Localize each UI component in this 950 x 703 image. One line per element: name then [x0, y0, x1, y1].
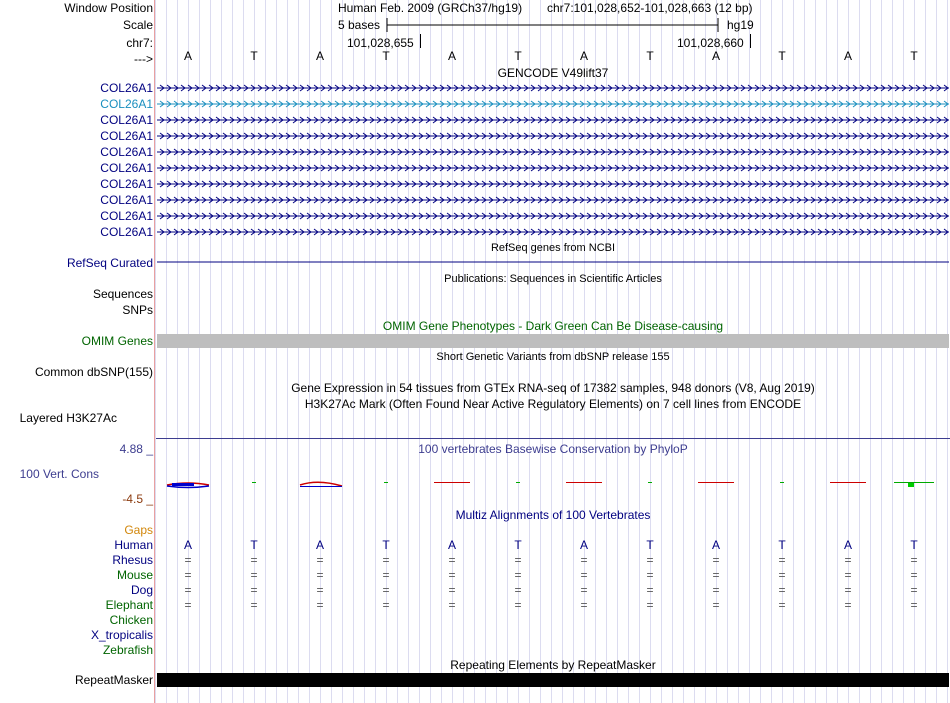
gencode-gene-label[interactable]: COL26A1 — [100, 113, 153, 127]
alignment-match-mark: = — [712, 583, 720, 597]
gene-transcript — [157, 165, 949, 171]
gencode-gene-label[interactable]: COL26A1 — [100, 193, 153, 207]
phylop-max-label: 4.88 _ — [119, 442, 153, 456]
human-base-letter: A — [315, 538, 324, 552]
alignment-match-mark: = — [184, 598, 192, 612]
species-label[interactable]: Dog — [130, 583, 153, 597]
coord-left: 101,028,655 — [347, 36, 414, 50]
alignment-match-mark: = — [250, 583, 258, 597]
alignment-match-mark: = — [844, 583, 852, 597]
species-label[interactable]: Chicken — [109, 613, 153, 627]
repeatmasker-element[interactable] — [157, 673, 949, 687]
alignment-match-mark: = — [448, 598, 456, 612]
alignment-match-mark: = — [250, 598, 258, 612]
gencode-gene-label[interactable]: COL26A1 — [100, 161, 153, 175]
alignment-match-mark: = — [646, 583, 654, 597]
phylop-mark — [516, 482, 520, 483]
chrom-label: chr7: — [126, 36, 153, 50]
alignment-match-mark: = — [778, 583, 786, 597]
base-letter: A — [315, 49, 324, 63]
publications-track-title[interactable]: Publications: Sequences in Scientific Articles — [444, 273, 662, 285]
gene-transcript — [157, 117, 949, 123]
sequences-track-label[interactable]: Sequences — [92, 287, 153, 301]
omim-gene-bar[interactable] — [157, 334, 949, 348]
h3k27ac-baseline — [156, 438, 950, 439]
phylop-mark — [648, 482, 652, 483]
base-letter: A — [843, 49, 852, 63]
alignment-match-mark: = — [184, 568, 192, 582]
phylop-mark — [698, 482, 734, 483]
species-label[interactable]: Human — [114, 538, 153, 552]
phylop-mark — [434, 482, 470, 483]
alignment-match-mark: = — [646, 568, 654, 582]
base-letter: A — [579, 49, 588, 63]
phylop-mark — [167, 486, 209, 488]
gene-transcript — [157, 197, 949, 203]
base-letter: T — [646, 49, 654, 63]
base-letter: A — [183, 49, 192, 63]
species-label[interactable]: Mouse — [116, 568, 153, 582]
alignment-match-mark: = — [910, 553, 918, 567]
human-base-letter: A — [447, 538, 456, 552]
gene-transcript — [157, 133, 949, 139]
multiz-track-title[interactable]: Multiz Alignments of 100 Vertebrates — [455, 508, 651, 522]
snps-label[interactable]: SNPs — [122, 303, 153, 317]
gtex-track-title[interactable]: Gene Expression in 54 tissues from GTEx RNA-seq of 17382 samples, 948 donors (V8, Aug 2019) — [291, 381, 815, 395]
alignment-match-mark: = — [580, 568, 588, 582]
alignment-match-mark: = — [778, 598, 786, 612]
gene-transcript — [157, 85, 949, 91]
species-label[interactable]: Zebrafish — [102, 643, 153, 657]
alignment-match-mark: = — [250, 553, 258, 567]
alignment-match-mark: = — [316, 553, 324, 567]
gencode-track-title[interactable]: GENCODE V49lift37 — [497, 66, 609, 80]
alignment-match-mark: = — [184, 553, 192, 567]
alignment-match-mark: = — [514, 598, 522, 612]
assembly-text: Human Feb. 2009 (GRCh37/hg19) — [338, 1, 523, 15]
base-letter: A — [447, 49, 456, 63]
base-letter: T — [250, 49, 258, 63]
window-position-label: Window Position — [64, 1, 153, 15]
repeatmasker-track-title[interactable]: Repeating Elements by RepeatMasker — [450, 658, 656, 672]
coord-right: 101,028,660 — [677, 36, 744, 50]
omim-track-title[interactable]: OMIM Gene Phenotypes - Dark Green Can Be Disease-causing — [382, 319, 724, 333]
conservation-track-label[interactable]: 100 Vert. Cons — [19, 467, 99, 481]
alignment-match-mark: = — [712, 598, 720, 612]
alignment-match-mark: = — [778, 568, 786, 582]
gencode-gene-label[interactable]: COL26A1 — [100, 81, 153, 95]
phylop-track-title[interactable]: 100 vertebrates Basewise Conservation by PhyloP — [418, 442, 688, 456]
base-letter: T — [778, 49, 786, 63]
gene-transcript — [157, 149, 949, 155]
alignment-match-mark: = — [910, 583, 918, 597]
gencode-gene-label[interactable]: COL26A1 — [100, 97, 153, 111]
alignment-match-mark: = — [382, 568, 390, 582]
layered-h3k27ac-track-label[interactable]: Layered H3K27Ac — [19, 411, 117, 425]
alignment-match-mark: = — [712, 553, 720, 567]
phylop-mark — [300, 486, 342, 487]
alignment-match-mark: = — [514, 568, 522, 582]
alignment-match-mark: = — [316, 583, 324, 597]
alignment-match-mark: = — [382, 598, 390, 612]
alignment-match-mark: = — [910, 598, 918, 612]
alignment-match-mark: = — [712, 568, 720, 582]
alignment-match-mark: = — [844, 568, 852, 582]
gencode-gene-label[interactable]: COL26A1 — [100, 129, 153, 143]
h3k27ac-track-title[interactable]: H3K27Ac Mark (Often Found Near Active Regulatory Elements) on 7 cell lines from ENCODE — [304, 397, 802, 411]
phylop-mark — [566, 482, 602, 483]
gene-transcript — [157, 213, 949, 219]
refseq-track-title[interactable]: RefSeq genes from NCBI — [490, 242, 616, 254]
species-label[interactable]: Rhesus — [112, 553, 153, 567]
gencode-gene-label[interactable]: COL26A1 — [100, 177, 153, 191]
alignment-match-mark: = — [844, 553, 852, 567]
alignment-match-mark: = — [316, 598, 324, 612]
phylop-mark — [908, 483, 914, 487]
gene-transcript — [157, 181, 949, 187]
human-base-letter: T — [514, 538, 522, 552]
human-base-letter: A — [711, 538, 720, 552]
species-label[interactable]: X_tropicalis — [90, 628, 153, 642]
alignment-match-mark: = — [448, 553, 456, 567]
alignment-match-mark: = — [448, 583, 456, 597]
gencode-gene-label[interactable]: COL26A1 — [100, 145, 153, 159]
alignment-match-mark: = — [184, 583, 192, 597]
scale-bar-text: 5 bases — [338, 18, 381, 32]
human-base-letter: T — [910, 538, 918, 552]
repeatmasker-track-label[interactable]: RepeatMasker — [74, 673, 153, 687]
position-text[interactable]: chr7:101,028,652-101,028,663 (12 bp) — [547, 1, 753, 15]
phylop-mark — [830, 482, 866, 483]
common-dbsnp-track-label[interactable]: Common dbSNP(155) — [34, 365, 153, 379]
alignment-match-mark: = — [580, 583, 588, 597]
human-base-letter: A — [579, 538, 588, 552]
alignment-match-mark: = — [646, 598, 654, 612]
phylop-mark — [252, 482, 256, 483]
human-base-letter: T — [778, 538, 786, 552]
alignment-match-mark: = — [778, 553, 786, 567]
alignment-match-mark: = — [646, 553, 654, 567]
gene-transcript — [157, 229, 949, 235]
phylop-mark — [172, 483, 194, 486]
alignment-match-mark: = — [910, 568, 918, 582]
alignment-match-mark: = — [316, 568, 324, 582]
human-base-letter: A — [843, 538, 852, 552]
human-base-letter: T — [646, 538, 654, 552]
scale-label: Scale — [122, 18, 153, 32]
human-base-letter: T — [382, 538, 390, 552]
scale-db-text: hg19 — [727, 18, 754, 32]
phylop-min-label: -4.5 _ — [122, 492, 153, 506]
phylop-mark — [300, 482, 342, 486]
dbsnp-track-title[interactable]: Short Genetic Variants from dbSNP release 155 — [436, 351, 670, 363]
alignment-match-mark: = — [448, 568, 456, 582]
omim-track-label[interactable]: OMIM Genes — [81, 334, 153, 348]
gaps-label[interactable]: Gaps — [124, 523, 153, 537]
base-letter: T — [514, 49, 522, 63]
gene-transcript — [157, 101, 949, 107]
base-letter: T — [910, 49, 918, 63]
species-label[interactable]: Elephant — [105, 598, 153, 612]
refseq-track-label[interactable]: RefSeq Curated — [66, 256, 153, 270]
gencode-gene-label[interactable]: COL26A1 — [100, 225, 153, 239]
gencode-gene-label[interactable]: COL26A1 — [100, 209, 153, 223]
base-letter: T — [382, 49, 390, 63]
phylop-mark — [384, 482, 388, 483]
strand-arrow[interactable]: ---> — [134, 52, 153, 66]
alignment-match-mark: = — [382, 553, 390, 567]
phylop-mark — [780, 482, 784, 483]
alignment-match-mark: = — [844, 598, 852, 612]
base-letter: A — [711, 49, 720, 63]
phylop-mark — [894, 482, 934, 483]
alignment-match-mark: = — [514, 583, 522, 597]
human-base-letter: A — [183, 538, 192, 552]
alignment-match-mark: = — [514, 553, 522, 567]
human-base-letter: T — [250, 538, 258, 552]
alignment-match-mark: = — [580, 598, 588, 612]
alignment-match-mark: = — [382, 583, 390, 597]
alignment-match-mark: = — [250, 568, 258, 582]
alignment-match-mark: = — [580, 553, 588, 567]
